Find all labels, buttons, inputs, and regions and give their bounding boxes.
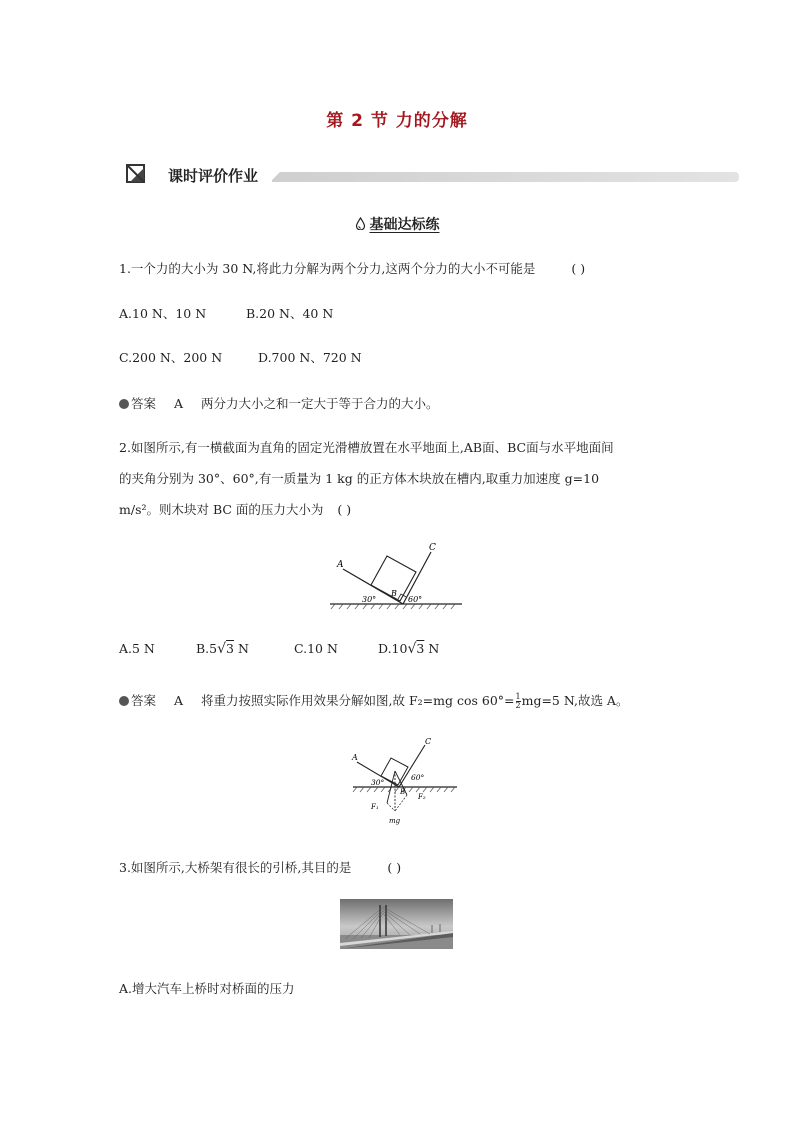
q3-stem: 3.如图所示,大桥架有很长的引桥,其目的是 ( ) (119, 860, 402, 875)
fig2-label-mg: mg (389, 817, 401, 825)
q1-option-d: D.700 N、720 N (258, 350, 362, 365)
answer-value: A (174, 693, 184, 708)
fig2-label-a: A (352, 753, 358, 762)
q1-option-b: B.20 N、40 N (246, 306, 334, 321)
section-banner-bar (272, 172, 739, 182)
q2-stem-line2: 的夹角分别为 30°、60°,有一质量为 1 kg 的正方体木块放在槽内,取重力加速度 g=10 (119, 471, 600, 486)
fig2-label-f1: F₁ (371, 803, 379, 811)
q1-stem: 1.一个力的大小为 30 N,将此力分解为两个分力,这两个分力的大小不可能是 ( ) (119, 261, 586, 276)
fig2-angle-60: 60° (411, 773, 425, 782)
subsection-label: 基础达标练 (369, 217, 440, 233)
q3-option-a: A.增大汽车上桥时对桥面的压力 (119, 981, 295, 996)
q2-option-c: C.10 N (294, 641, 338, 656)
section-diagonal-icon (126, 164, 148, 184)
section-label: 课时评价作业 (168, 167, 259, 185)
fig2-label-b: B (400, 788, 406, 796)
q2-stem-line1: 2.如图所示,有一横截面为直角的固定光滑槽放置在水平地面上,AB面、BC面与水平地面间 (119, 440, 614, 455)
q2-figure-groove (325, 540, 465, 610)
water-drop-icon (355, 217, 366, 230)
fig2-angle-30: 30° (371, 778, 385, 787)
answer-label: 答案 (131, 396, 157, 411)
q3-bracket: ( ) (387, 860, 402, 875)
fig-label-a: A (337, 560, 344, 570)
q1-bracket: ( ) (571, 261, 586, 276)
q2-answer: 答案 A 将重力按照实际作用效果分解如图,故 F₂=mg cos 60°= $\frac{1}{2}$ mg=5 N,故选 A。 (119, 691, 628, 710)
page-title: 第 2 节 力的分解 (326, 111, 468, 131)
q2-option-a: A.5 N (119, 641, 155, 656)
q2-figure-decomposition (345, 735, 460, 827)
answer-bullet-icon (119, 399, 129, 409)
fig-label-c: C (429, 543, 436, 553)
q2-bracket: ( ) (337, 502, 352, 517)
fig-angle-60: 60° (408, 595, 423, 604)
q2-option-d: D.10√3 N (378, 641, 440, 657)
fig-label-b: B (391, 589, 397, 598)
fig-angle-30: 30° (362, 595, 377, 604)
answer-bullet-icon (119, 696, 129, 706)
fig2-label-f2: F₂ (418, 793, 426, 801)
q2-option-b: B.5√3 N (196, 641, 249, 657)
section-banner (122, 164, 739, 186)
q1-option-a: A.10 N、10 N (119, 306, 207, 321)
answer-label: 答案 (131, 693, 157, 708)
bridge-photo (340, 899, 453, 949)
answer-value: A (174, 396, 184, 411)
answer-explanation: 两分力大小之和一定大于等于合力的大小。 (201, 396, 439, 411)
fig2-label-c: C (425, 737, 432, 746)
q2-stem-line3: m/s²。则木块对 BC 面的压力大小为 ( ) (119, 502, 352, 517)
q1-option-c: C.200 N、200 N (119, 350, 223, 365)
q1-answer (119, 394, 439, 412)
fraction-half: $\frac{1}{2}$ (515, 692, 521, 710)
answer-explanation: 将重力按照实际作用效果分解如图,故 F₂=mg cos 60°= (201, 693, 515, 708)
subsection-heading (0, 214, 794, 234)
